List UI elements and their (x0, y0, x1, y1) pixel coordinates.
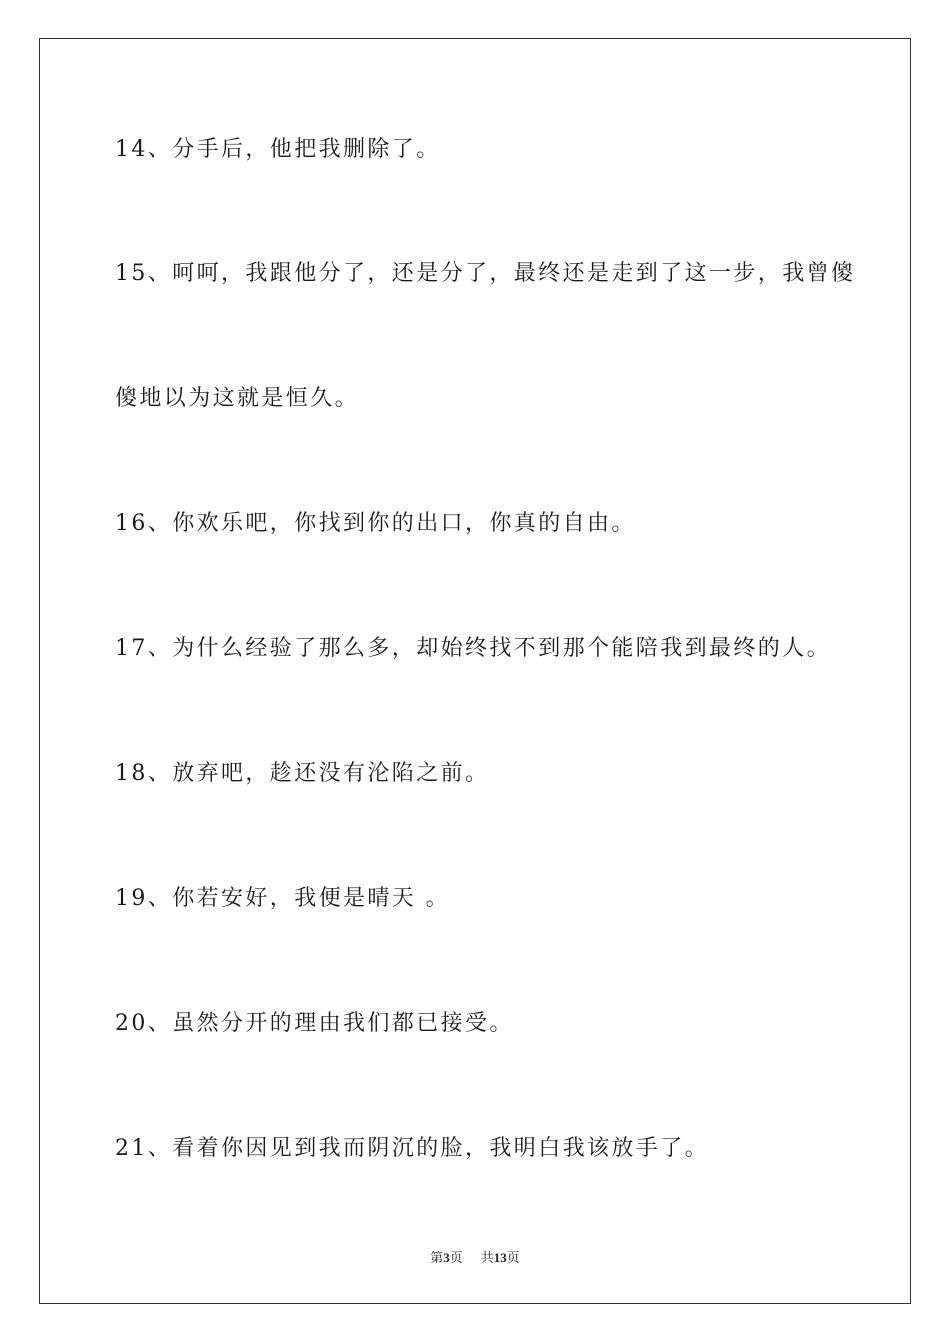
footer-total-suffix: 页 (506, 1250, 520, 1265)
footer-total-pages: 13 (493, 1250, 507, 1265)
text-line-17: 17、为什么经验了那么多，却始终找不到那个能陪我到最终的人。 (115, 636, 831, 661)
footer-page-prefix: 第 (430, 1250, 444, 1265)
footer-page-number: 3 (443, 1250, 450, 1265)
text-line-21: 21、看着你因见到我而阴沉的脸，我明白我该放手了。 (115, 1136, 709, 1161)
text-line-14: 14、分手后，他把我删除了。 (115, 137, 441, 162)
footer-total-prefix: 共 (480, 1250, 494, 1265)
footer-page-suffix: 页 (449, 1250, 463, 1265)
text-line-20: 20、虽然分开的理由我们都已接受。 (115, 1011, 514, 1036)
text-line-19: 19、你若安好，我便是晴天 。 (115, 886, 450, 911)
text-line-15: 15、呵呵，我跟他分了，还是分了，最终还是走到了这一步，我曾傻 (115, 261, 856, 286)
text-line-18: 18、放弃吧，趁还没有沦陷之前。 (115, 761, 490, 786)
text-line-15-continued: 傻地以为这就是恒久。 (115, 386, 360, 411)
text-line-16: 16、你欢乐吧，你找到你的出口，你真的自由。 (115, 511, 636, 536)
page-border (39, 38, 911, 1304)
page-footer (0, 1247, 950, 1266)
